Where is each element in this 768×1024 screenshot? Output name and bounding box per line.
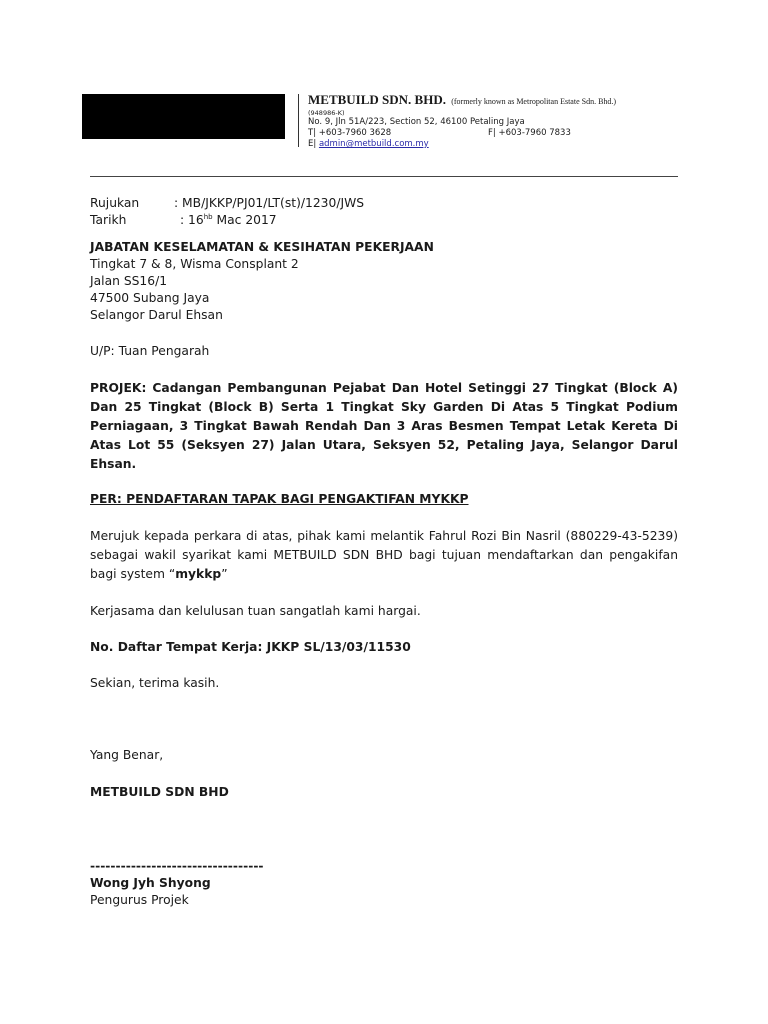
header-divider	[298, 94, 299, 147]
company-former-name: (formerly known as Metropolitan Estate Sdn. Bhd.)	[451, 97, 617, 106]
date-rest: Mac 2017	[212, 213, 277, 227]
date-label: Tarikh	[90, 213, 127, 227]
recipient-address-line: 47500 Subang Jaya	[90, 291, 210, 305]
company-email-row	[308, 139, 688, 150]
date-row	[90, 212, 678, 229]
tel-number: +603-7960 3628	[318, 128, 392, 138]
fax-number: +603-7960 7833	[498, 128, 571, 138]
email-link[interactable]: admin@metbuild.com.my	[318, 139, 429, 149]
tel-label: T|	[308, 128, 317, 138]
salutation: Yang Benar,	[90, 748, 164, 762]
company-address: No. 9, Jln 51A/223, Section 52, 46100 Petaling Jaya	[308, 117, 525, 127]
appointment-text: Merujuk kepada perkara di atas, pihak kami melantik Fahrul Rozi Bin Nasril (880229-43-5239) sebagai wakil syarikat kami METBUILD SDN BHD bagi tujuan mendaftarkan dan pengakifan bagi system “	[90, 529, 678, 581]
redacted-logo	[82, 94, 285, 139]
signatory-title: Pengurus Projek	[90, 893, 189, 907]
recipient-address-line: Tingkat 7 & 8, Wisma Consplant 2	[90, 257, 299, 271]
signature-line: ----------------------------------	[90, 859, 264, 873]
body-paragraph-appreciation: Kerjasama dan kelulusan tuan sangatlah kami hargai.	[90, 604, 421, 618]
fax-group	[488, 128, 571, 139]
company-details	[308, 92, 688, 150]
fax-label: F|	[488, 128, 496, 138]
company-phone-fax	[308, 128, 688, 139]
recipient-name: JABATAN KESELAMATAN & KESIHATAN PEKERJAAN	[90, 240, 434, 254]
signatory-company: METBUILD SDN BHD	[90, 785, 229, 799]
company-registration-number: (948986-K)	[308, 109, 345, 117]
reference-row	[90, 195, 678, 212]
company-name: METBUILD SDN. BHD.	[308, 92, 446, 107]
email-label: E|	[308, 139, 317, 149]
appointment-text-end: ”	[221, 567, 228, 581]
closing-line: Sekian, terima kasih.	[90, 676, 220, 690]
attention-line: U/P: Tuan Pengarah	[90, 344, 210, 358]
system-name: mykkp	[175, 567, 222, 581]
reference-value: : MB/JKKP/PJ01/LT(st)/1230/JWS	[174, 196, 365, 210]
reference-label: Rujukan	[90, 196, 140, 210]
company-name-line	[308, 92, 688, 109]
letter-body	[90, 195, 678, 909]
body-paragraph-appointment	[90, 527, 678, 584]
project-title: PROJEK: Cadangan Pembangunan Pejabat Dan Hotel Setinggi 27 Tingkat (Block A) Dan 25 Tingkat (Block B) Serta 1 Tingkat Sky Garden Di Atas 5 Tingkat Podium Perniagaan, 3 Tingkat Bawah Rendah Dan 3 Aras Besmen Tempat Letak Kereta Di Atas Lot 55 (Seksyen 27) Jalan Utara, Seksyen 52, Petaling Jaya, Selangor Darul Ehsan.	[90, 381, 678, 471]
recipient-address-line: Jalan SS16/1	[90, 274, 168, 288]
recipient-address-line: Selangor Darul Ehsan	[90, 308, 223, 322]
signatory-name: Wong Jyh Shyong	[90, 876, 211, 890]
header-rule	[90, 176, 678, 177]
workplace-registration-number: No. Daftar Tempat Kerja: JKKP SL/13/03/11530	[90, 640, 411, 654]
subject-line: PER: PENDAFTARAN TAPAK BAGI PENGAKTIFAN MYKKP	[90, 492, 469, 506]
date-day: : 16	[180, 213, 204, 227]
date-suffix: hb	[203, 212, 213, 221]
